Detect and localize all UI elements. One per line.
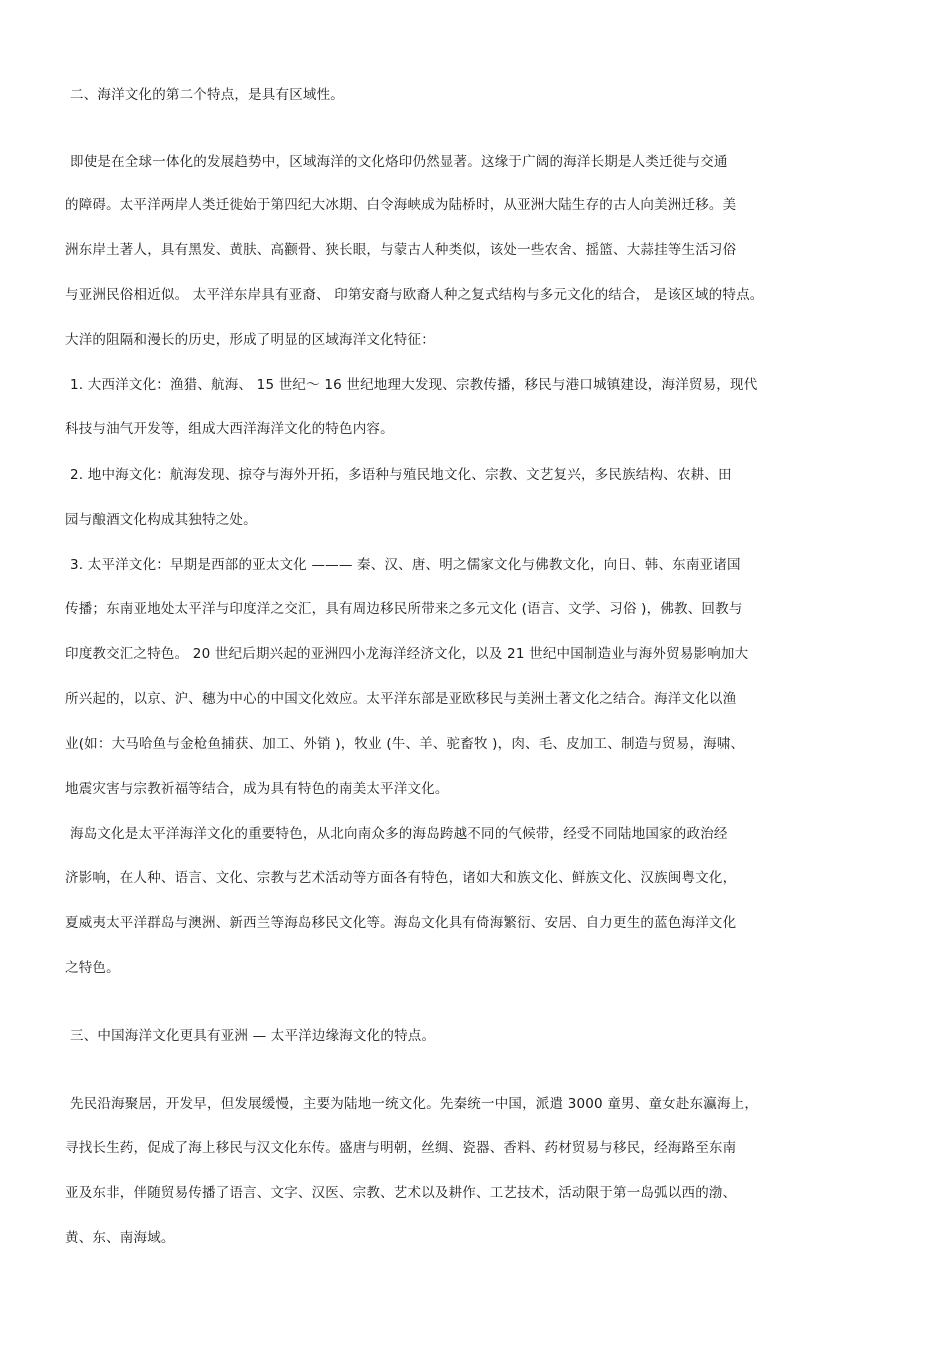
paragraph-line: 夏威夷太平洋群岛与澳洲、新西兰等海岛移民文化等。海岛文化具有倚海繁衍、安居、自力更生的蓝色海洋文化 [65, 915, 737, 931]
paragraph-line: 先民沿海聚居，开发早，但发展缓慢，主要为陆地一统文化。先秦统一中国，派遣 3000 童男、童女赴东瀛海上， [70, 1096, 759, 1112]
paragraph-line: 的障碍。太平洋两岸人类迁徙始于第四纪大冰期、白令海峡成为陆桥时，从亚洲大陆生存的古人向美洲迁移。美 [65, 197, 737, 213]
paragraph-line: 黄、东、南海域。 [65, 1230, 175, 1246]
paragraph-line: 即使是在全球一体化的发展趋势中，区域海洋的文化烙印仍然显著。这缘于广阔的海洋长期是人类迁徙与交通 [70, 154, 728, 170]
list-item-line: 科技与油气开发等，组成大西洋海洋文化的特色内容。 [65, 421, 394, 437]
paragraph-line: 寻找长生药，促成了海上移民与汉文化东传。盛唐与明朝，丝绸、瓷器、香料、药材贸易与移民，经海路至东南 [65, 1140, 737, 1156]
list-item-line: 印度教交汇之特色。 20 世纪后期兴起的亚洲四小龙海洋经济文化，以及 21 世纪中国制造业与海外贸易影响加大 [65, 646, 749, 662]
paragraph-line: 济影响，在人种、语言、文化、宗教与艺术活动等方面各有特色，诸如大和族文化、鲜族文化、汉族闽粤文化， [65, 870, 737, 886]
paragraph-line: 大洋的阻隔和漫长的历史，形成了明显的区域海洋文化特征： [65, 332, 435, 348]
list-item-line: 业(如：大马哈鱼与金枪鱼捕获、加工、外销 )，牧业 (牛、羊、驼畜牧 )，肉、毛、皮加工、制造与贸易，海啸、 [65, 736, 745, 752]
paragraph-line: 与亚洲民俗相近似。 太平洋东岸具有亚裔、 印第安裔与欧裔人种之复式结构与多元文化的结合， 是该区域的特点。 [65, 287, 764, 303]
paragraph-line: 亚及东非，伴随贸易传播了语言、文字、汉医、宗教、艺术以及耕作、工艺技术，活动限于第一岛弧以西的渤、 [65, 1185, 737, 1201]
list-item-line: 传播；东南亚地处太平洋与印度洋之交汇，具有周边移民所带来之多元文化 (语言、文学、习俗 )，佛教、回教与 [65, 601, 743, 617]
paragraph-line: 之特色。 [65, 960, 120, 976]
list-item-line: 园与酿酒文化构成其独特之处。 [65, 512, 257, 528]
list-item-line: 3. 太平洋文化：早期是西部的亚太文化 ——— 秦、汉、唐、明之儒家文化与佛教文化，向日、韩、东南亚诸国 [70, 557, 741, 573]
list-item-line: 所兴起的，以京、沪、穗为中心的中国文化效应。太平洋东部是亚欧移民与美洲土著文化之结合。海洋文化以渔 [65, 691, 737, 707]
section-heading-3: 三、中国海洋文化更具有亚洲 — 太平洋边缘海文化的特点。 [70, 1028, 436, 1044]
list-item-line: 1. 大西洋文化：渔猎、航海、 15 世纪～ 16 世纪地理大发现、宗教传播，移民与港口城镇建设，海洋贸易，现代 [70, 377, 758, 393]
section-heading-2: 二、海洋文化的第二个特点，是具有区域性。 [70, 87, 344, 103]
list-item-line: 2. 地中海文化：航海发现、掠夺与海外开拓，多语种与殖民地文化、宗教、文艺复兴，多民族结构、农耕、田 [70, 467, 732, 483]
paragraph-line: 洲东岸土著人，具有黑发、黄肤、高颧骨、狭长眼，与蒙古人种类似，该处一些农舍、摇篮、大蒜挂等生活习俗 [65, 242, 737, 258]
list-item-line: 地震灾害与宗教祈福等结合，成为具有特色的南美太平洋文化。 [65, 781, 449, 797]
paragraph-line: 海岛文化是太平洋海洋文化的重要特色，从北向南众多的海岛跨越不同的气候带，经受不同陆地国家的政治经 [70, 826, 728, 842]
